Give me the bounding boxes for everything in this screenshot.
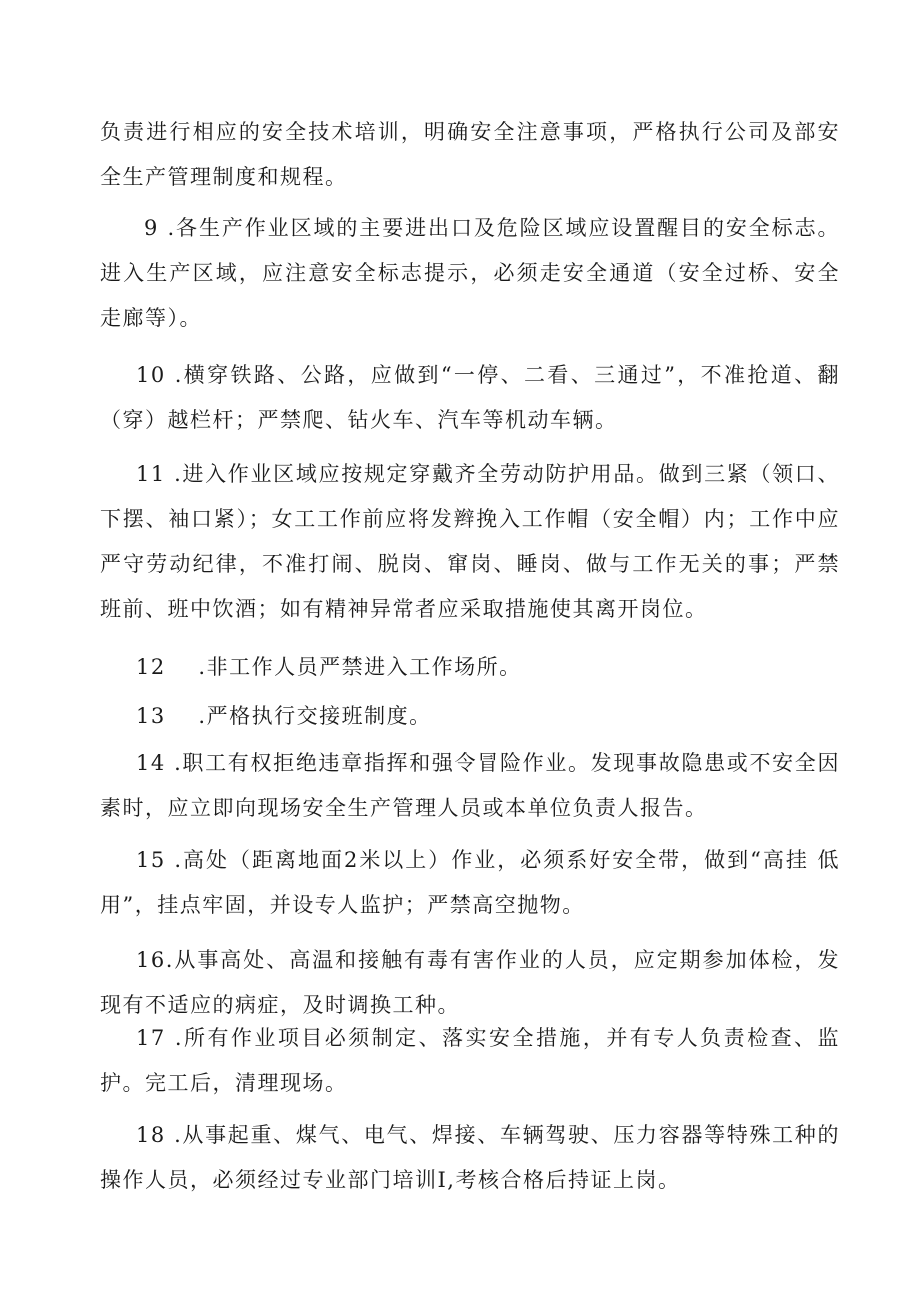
paragraph-item-14: 14 .职工有权拒绝违章指挥和强令冒险作业。发现事故隐患或不安全因素时，应立即向现场安全生产管理人员或本单位负责人报告。 — [100, 751, 840, 820]
paragraph-item-11: 11 .进入作业区域应按规定穿戴齐全劳动防护用品。做到三紧（领口、下摆、袖口紧）；女工工作前应将发辫挽入工作帽（安全帽）内；工作中应严守劳动纪律，不准打闹、脱岗、窜岗、睡岗、做与工作无关的事；严禁班前、班中饮酒；如有精神异常者应采取措施使其离开岗位。 — [100, 462, 840, 621]
paragraph-item-9: 9 .各生产作业区域的主要进出口及危险区域应设置醒目的安全标志。进入生产区域，应注意安全标志提示，必须走安全通道（安全过桥、安全走廊等）。 — [100, 216, 840, 330]
paragraph-continuation: 负责进行相应的安全技术培训，明确安全注意事项，严格执行公司及部安全生产管理制度和规程。 — [100, 120, 840, 189]
paragraph-item-12: 12 .非工作人员严禁进入工作场所。 — [136, 655, 522, 679]
paragraph-item-15: 15 .高处（距离地面2米以上）作业，必须系好安全带，做到“高挂 低用”，挂点牢固，并设专人监护；严禁高空抛物。 — [100, 848, 840, 917]
paragraph-item-13: 13 .严格执行交接班制度。 — [136, 704, 432, 728]
paragraph-item-16: 16.从事高处、高温和接触有毒有害作业的人员，应定期参加体检，发现有不适应的病症，及时调换工种。 — [100, 948, 840, 1017]
paragraph-item-17: 17 .所有作业项目必须制定、落实安全措施，并有专人负责检查、监护。完工后，清理现场。 — [100, 1026, 840, 1095]
paragraph-item-18: 18 .从事起重、煤气、电气、焊接、车辆驾驶、压力容器等特殊工种的操作人员，必须经过专业部门培训I,考核合格后持证上岗。 — [100, 1123, 840, 1192]
paragraph-item-10: 10 .横穿铁路、公路，应做到“一停、二看、三通过”，不准抢道、翻（穿）越栏杆；严禁爬、钻火车、汽车等机动车辆。 — [100, 363, 840, 432]
